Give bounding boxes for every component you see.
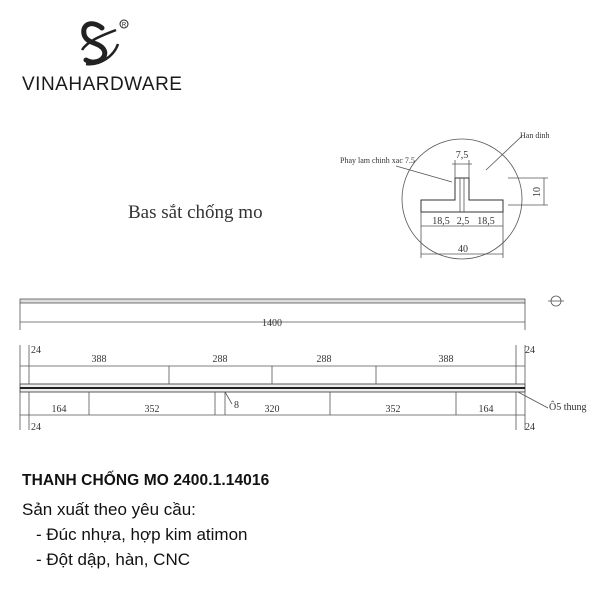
dim-top-3: 288 (316, 354, 332, 365)
product-caption (22, 472, 582, 572)
dim-bottom-3: 320 (264, 404, 280, 415)
svg-text:R: R (121, 22, 127, 29)
dim-bottom-5: 164 (478, 404, 494, 415)
dim-top-end-left: 24 (31, 345, 41, 356)
dim-total-width: 40 (458, 244, 468, 255)
dim-left-flange: 18,5 (432, 216, 450, 227)
bar-side-view (20, 296, 564, 330)
dim-small-gap: 8 (234, 400, 239, 411)
cross-section-detail (396, 136, 548, 259)
drawing-title: Bas sắt chống mo (128, 202, 263, 223)
dim-middle: 2,5 (456, 216, 470, 227)
dim-bottom-2: 352 (144, 404, 160, 415)
dim-bottom-end-right: 24 (525, 422, 535, 433)
dim-bottom-end-left: 24 (31, 422, 41, 433)
dim-height: 10 (532, 187, 543, 197)
dim-top-2: 288 (212, 354, 228, 365)
dim-overall-length: 1400 (262, 318, 282, 329)
dim-bottom-1: 164 (51, 404, 67, 415)
brand-name: VINAHARDWARE (22, 74, 183, 95)
dim-right-flange: 18,5 (477, 216, 495, 227)
process-item-1: - Đúc nhựa, hợp kim atimon (36, 525, 248, 544)
dim-bottom-4: 352 (385, 404, 401, 415)
production-note: Sản xuất theo yêu cầu: (22, 500, 196, 519)
dim-top-1: 388 (91, 354, 107, 365)
dim-top-end-right: 24 (525, 345, 535, 356)
product-title: THANH CHỐNG MO 2400.1.14016 (22, 472, 270, 489)
dim-slot-width: 7,5 (455, 150, 469, 161)
note-milling: Phay lam chinh xac 7.5 (340, 156, 415, 165)
note-hole: Ô5 thung (549, 402, 587, 413)
note-weld: Han dinh (520, 131, 550, 140)
dim-top-4: 388 (438, 354, 454, 365)
process-item-2: - Đột dập, hàn, CNC (36, 550, 191, 569)
